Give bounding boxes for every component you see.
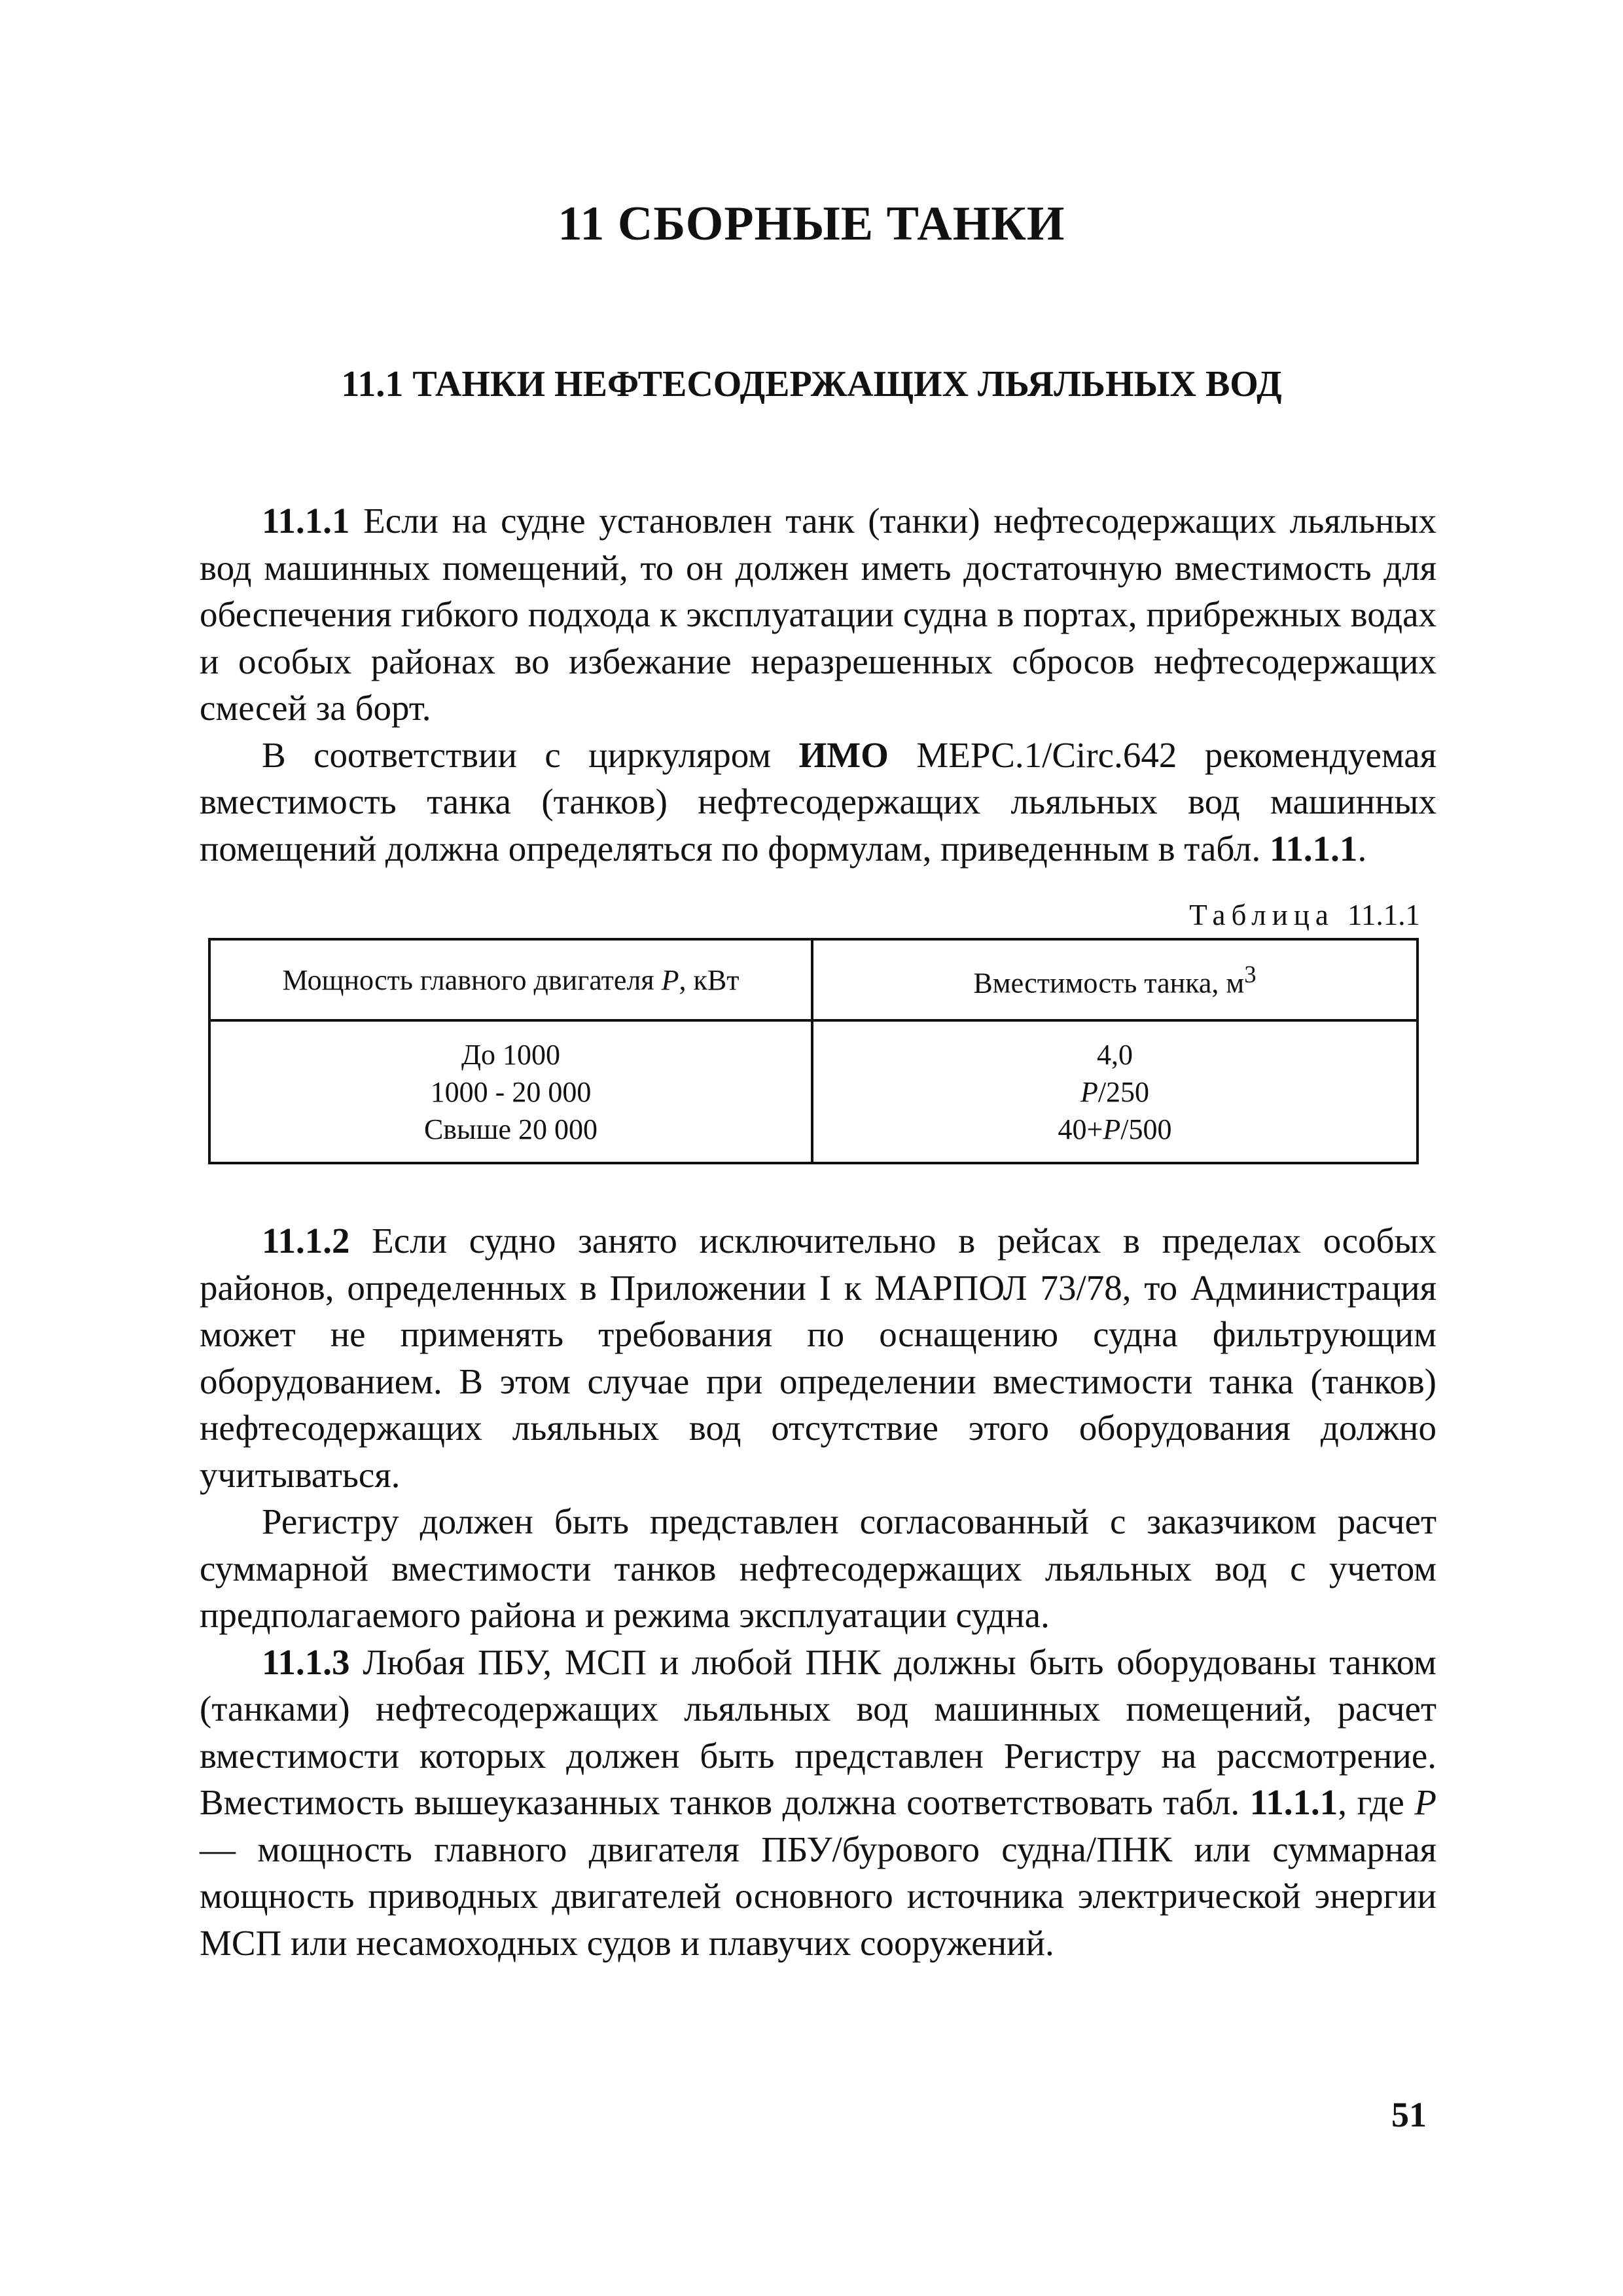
clause-number: 11.1.1 xyxy=(262,501,350,541)
paragraph-text: Если судно занято исключительно в рейсах в пределах особых районов, определенных в Приложении I к МАРПОЛ 73/78, то Администрация может не применять требования по оснащению судна фильтрующим оборудованием. В этом случае при определении вместимости танка (танков) нефтесодержащих льяльных вод отсутствие этого оборудования должно учитываться. xyxy=(200,1221,1436,1495)
text-block-intro xyxy=(200,497,1436,872)
paragraph-text: В соответствии с циркуляром xyxy=(262,734,799,775)
clause-number: 11.1.3 xyxy=(262,1641,350,1682)
paragraph-text: , где xyxy=(1338,1782,1415,1822)
capacity-values-cell xyxy=(812,1020,1418,1163)
power-variable: P xyxy=(661,963,679,996)
paragraph-text: — мощность главного двигателя ПБУ/бурового судна/ПНК или суммарная мощность приводных двигателей основного источника электрической энергии МСП или несамоходных судов и плавучих сооружений. xyxy=(200,1829,1436,1963)
capacity-value xyxy=(813,1036,1416,1073)
capacity-value xyxy=(813,1111,1416,1148)
text-block-requirements xyxy=(200,1217,1436,1966)
header-text: Вместимость танка, м xyxy=(973,967,1245,999)
power-variable: P xyxy=(1080,1075,1098,1108)
page-number: 51 xyxy=(1391,2095,1427,2134)
power-variable: P xyxy=(1103,1113,1121,1145)
table-caption xyxy=(200,898,1420,932)
table-header-row xyxy=(209,939,1418,1020)
paragraph-11-1-3 xyxy=(200,1639,1436,1967)
paragraph-text: Любая ПБУ, МСП и любой ПНК должны быть оборудованы танком (танками) нефтесодержащих льяльных вод машинных помещений, расчет вместимости которых должен быть представлен Регистру на рассмотрение. Вместимость вышеуказанных танков должна соответствовать табл. xyxy=(200,1641,1436,1822)
paragraph-11-1-2 xyxy=(200,1217,1436,1498)
power-value: До 1000 xyxy=(461,1038,560,1071)
capacity-text: 40+ xyxy=(1058,1113,1103,1145)
tank-capacity-table xyxy=(208,938,1419,1164)
paragraph-text: Если на судне установлен танк (танки) нефтесодержащих льяльных вод машинных помещений, то он должен иметь достаточную вместимость для обеспечения гибкого подхода к эксплуатации судна в портах, прибрежных водах и особых районах во избежание неразрешенных сбросов нефтесодержащих смесей за борт. xyxy=(200,501,1436,728)
power-value: 1000 - 20 000 xyxy=(430,1075,592,1108)
paragraph-text: МЕРС.1/Circ.642 рекомендуемая вместимость танка (танков) нефтесодержащих льяльных вод машинных помещений должна определяться по формулам, приведенным в табл. xyxy=(200,734,1436,869)
paragraph-11-1-1 xyxy=(200,497,1436,732)
power-value: Свыше 20 000 xyxy=(423,1113,598,1145)
capacity-value xyxy=(813,1073,1416,1111)
header-tank-capacity xyxy=(812,939,1418,1020)
section-title: 11.1 ТАНКИ НЕФТЕСОДЕРЖАЩИХ ЛЬЯЛЬНЫХ ВОД xyxy=(341,364,1282,404)
header-engine-power xyxy=(209,939,812,1020)
chapter-title: 11 СБОРНЫЕ ТАНКИ xyxy=(558,197,1065,251)
power-values-cell xyxy=(209,1020,812,1163)
header-text: Мощность главного двигателя xyxy=(282,963,662,996)
imo-abbreviation: ИМО xyxy=(798,734,889,775)
header-text: , кВт xyxy=(679,963,740,996)
paragraph-text: . xyxy=(1357,828,1367,869)
clause-number: 11.1.2 xyxy=(262,1221,350,1261)
paragraph-imo-circular xyxy=(200,732,1436,872)
capacity-text: /250 xyxy=(1097,1075,1150,1108)
table-reference: 11.1.1 xyxy=(1249,1782,1338,1822)
table-reference: 11.1.1 xyxy=(1269,828,1358,869)
capacity-text: /500 xyxy=(1120,1113,1172,1145)
table-caption-number: 11.1.1 xyxy=(1347,899,1420,931)
paragraph-register-calculation xyxy=(200,1498,1436,1639)
table-row xyxy=(209,1020,1418,1163)
table-caption-word: Таблица xyxy=(1189,899,1334,931)
capacity-text: 4,0 xyxy=(1097,1038,1133,1071)
paragraph-text: Регистру должен быть представлен согласованный с заказчиком расчет суммарной вместимости танков нефтесодержащих льяльных вод с учетом предполагаемого района и режима эксплуатации судна. xyxy=(200,1501,1436,1635)
unit-superscript: 3 xyxy=(1244,960,1257,988)
power-variable: P xyxy=(1414,1782,1436,1822)
